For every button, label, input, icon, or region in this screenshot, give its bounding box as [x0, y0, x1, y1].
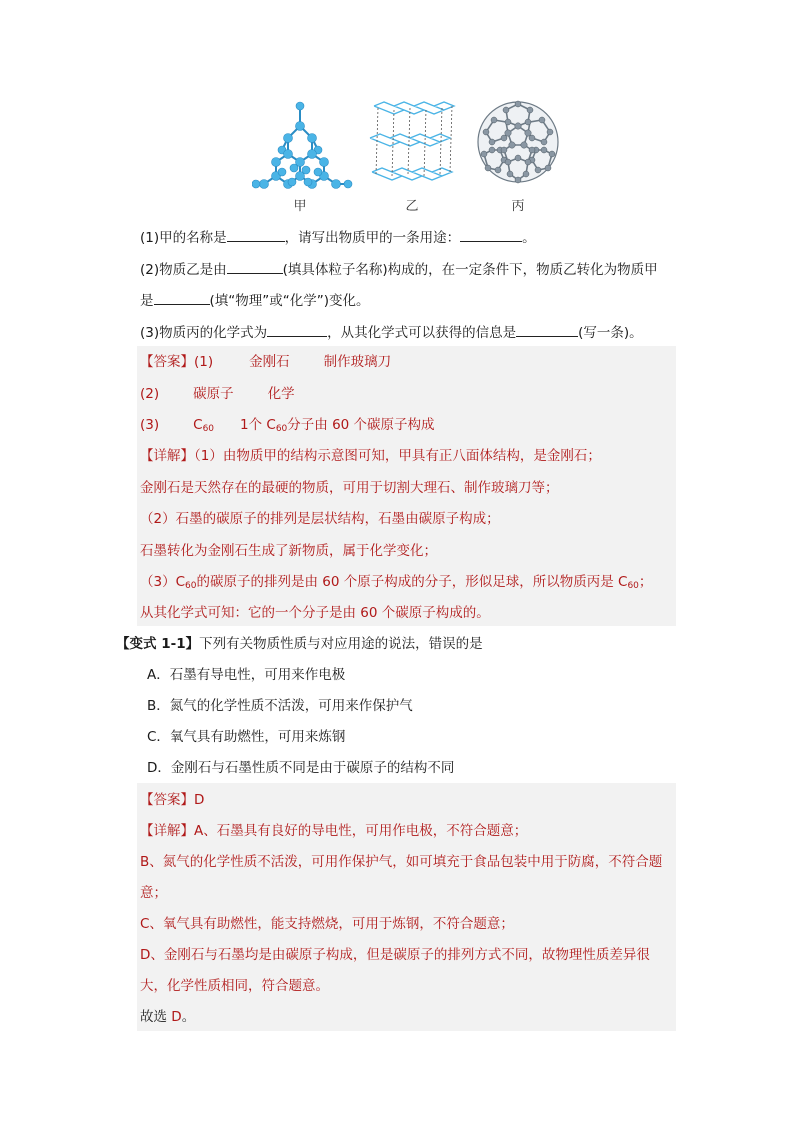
label-bing: 丙	[511, 199, 525, 214]
graphite-structure-image	[364, 98, 460, 190]
option-a: A．石墨有导电性，可用来作电极	[147, 667, 346, 683]
variant-detail-4b: 大，化学性质相同，符合题意。	[140, 978, 329, 994]
structure-figures	[252, 98, 568, 216]
answer-row-1: 【答案】(1) 金刚石 制作玻璃刀	[140, 354, 392, 370]
variant-detail-4a: D、金刚石与石墨均是由碳原子构成，但是碳原子的排列方式不同，故物理性质差异很	[140, 947, 650, 963]
detail-line-4: 石墨转化为金刚石生成了新物质，属于化学变化；	[140, 543, 437, 559]
label-jia: 甲	[293, 199, 307, 214]
variant-answer: 【答案】D	[140, 792, 205, 808]
detail-line-3: （2）石墨的碳原子的排列是层状结构，石墨由碳原子构成；	[140, 511, 500, 527]
question-2-line-2: 是 (填“物理”或“化学”)变化。	[140, 290, 370, 311]
question-3: (3)物质丙的化学式为 ，从其化学式可以获得的信息是 (写一条)。	[140, 322, 643, 343]
question-2-line-1: (2)物质乙是由 (填具体粒子名称)构成的，在一定条件下，物质乙转化为物质甲	[140, 259, 658, 280]
option-d: D．金刚石与石墨性质不同是由于碳原子的结构不同	[147, 760, 455, 776]
variant-detail-1: 【详解】A、石墨具有良好的导电性，可用作电极，不符合题意；	[140, 823, 528, 839]
fullerene-structure-image	[474, 98, 562, 190]
option-b: B．氮气的化学性质不活泼，可用来作保护气	[147, 698, 413, 714]
option-c: C．氧气具有助燃性，可用来炼钢	[147, 729, 346, 745]
variant-detail-2a: B、氮气的化学性质不活泼，可用作保护气，如可填充于食品包装中用于防腐，不符合题	[140, 854, 663, 870]
variant-detail-2b: 意；	[140, 885, 167, 901]
detail-line-5: $(3)C_{60}$的碳原子的排列是由 60 个原子构成的分子，形似足球，所以物质丙是 $C_{60}$；	[140, 574, 653, 591]
variant-detail-3: C、氧气具有助燃性，能支持燃烧，可用于炼钢，不符合题意；	[140, 916, 514, 932]
variant-conclusion: 故选 D。	[140, 1009, 196, 1025]
variant-stem: 【变式 1-1】下列有关物质性质与对应用途的说法，错误的是	[116, 636, 483, 652]
detail-line-2: 金刚石是天然存在的最硬的物质，可用于切割大理石、制作玻璃刀等；	[140, 480, 559, 496]
answer-row-3: (3) $C_{60}$ 1个 $C_{60}$分子由 60 个碳原子构成	[140, 417, 435, 434]
detail-line-1: 【详解】（1）由物质甲的结构示意图可知，甲具有正八面体结构，是金刚石；	[140, 448, 601, 464]
detail-line-6: 从其化学式可知：它的一个分子是由 60 个碳原子构成的。	[140, 605, 490, 621]
answer-row-2: (2) 碳原子 化学	[140, 386, 295, 402]
diamond-structure-image	[252, 98, 356, 194]
question-1: (1)甲的名称是 ，请写出物质甲的一条用途： 。	[140, 227, 536, 248]
label-yi: 乙	[405, 199, 419, 214]
